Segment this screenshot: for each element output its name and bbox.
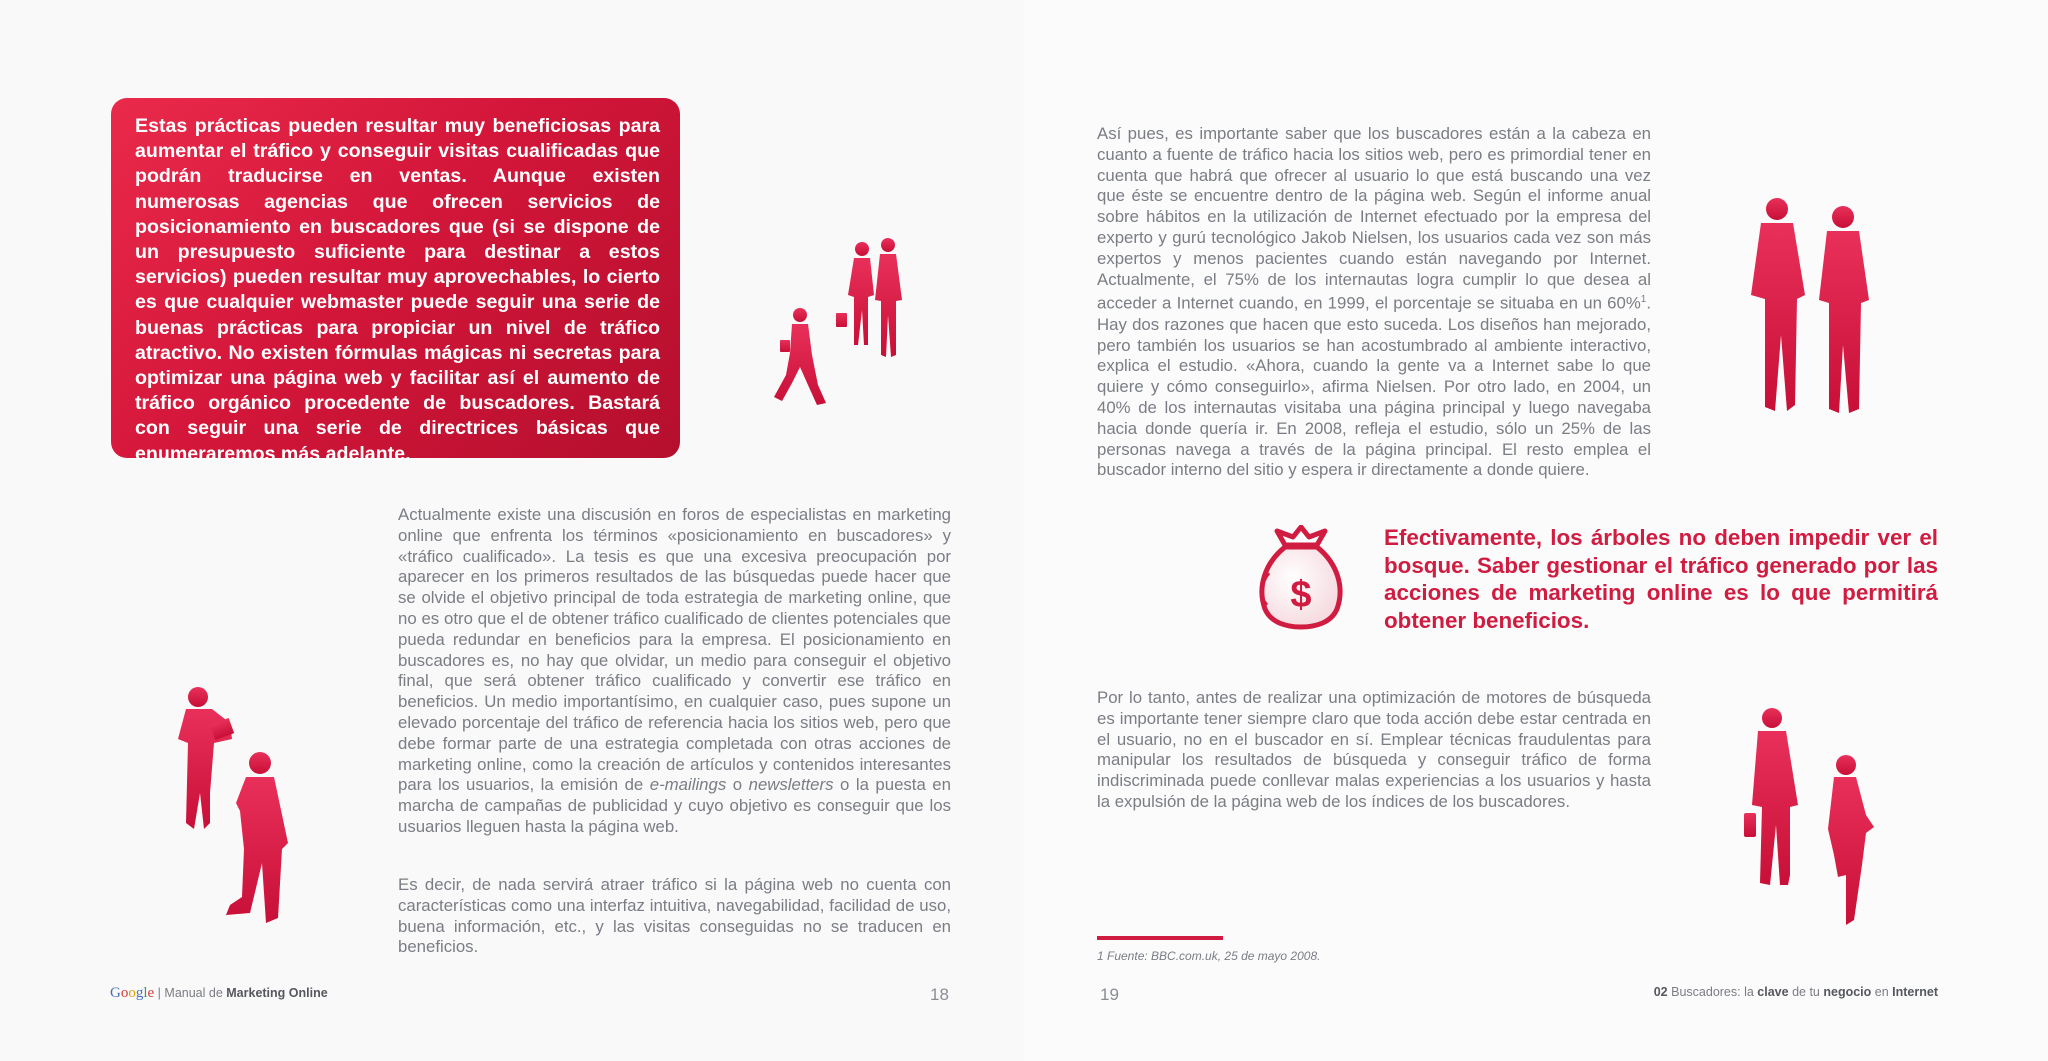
- pull-quote: Efectivamente, los árboles no deben impedir ver el bosque. Saber gestionar el tráfico generado por las acciones de marketing online es lo que permitirá obtener beneficios.: [1384, 525, 1938, 633]
- footer-chapter-bold: negocio: [1823, 985, 1872, 999]
- footnote: 1 Fuente: BBC.com.uk, 25 de mayo 2008.: [1097, 949, 1321, 963]
- silhouette-people-walking: [770, 235, 910, 410]
- callout-text: Estas prácticas pueden resultar muy beneficiosas para aumentar el tráfico y conseguir visitas cualificadas que podrán traducirse en ventas. Aunque existen numerosas agencias que ofrecen servicios de posicionamiento en buscadores que (si se dispone de un presupuesto suficiente para destinar a estos servicios) pueden resultar muy aprovechables, lo cierto es que cualquier webmaster puede seguir una serie de buenas prácticas para propiciar un nivel de tráfico atractivo. No existen fórmulas mágicas ni secretas para optimizar una página web y facilitar así el aumento de tráfico orgánico procedente de buscadores. Bastará con seguir una serie de directrices básicas que enumeraremos más adelante.: [135, 115, 660, 465]
- footer-chapter-text: de tu: [1792, 985, 1820, 999]
- right-paragraph-1: [1097, 124, 1651, 481]
- footnote-rule: [1097, 936, 1223, 940]
- highlight-callout: [111, 98, 680, 465]
- footer-right: [1654, 985, 1938, 999]
- right-paragraph-1-text-b: . Hay dos razones que hacen que esto suceda. Los diseños han mejorado, pero también los usuarios se han acostumbrado al ambiente interactivo, explica el estudio. «Ahora, cuando la gente va a Internet sabe lo que quiere y cómo conseguirlo», afirma Nielsen. Por otro lado, en 2004, un 40% de los internautas visitaba una página principal y luego navegaba hacia donde quería ir. En 2008, refleja el estudio, sólo un 25% de las personas navega a través de la página principal. El resto emplea el buscador interno del sitio y espera ir directamente a donde quiere.: [1097, 293, 1651, 480]
- footer-chapter-bold: clave: [1757, 985, 1789, 999]
- page-number-left: 18: [930, 985, 949, 1004]
- footer-separator: |: [157, 986, 161, 1000]
- emphasis-newsletters: newsletters: [748, 775, 834, 795]
- footer-manual-label: Manual de: [164, 986, 223, 1000]
- emphasis-emailings: e-mailings: [649, 775, 727, 795]
- page-number-right: 19: [1100, 985, 1119, 1004]
- footer-chapter-text: Buscadores: la: [1671, 985, 1754, 999]
- left-paragraph-1: [398, 505, 951, 838]
- right-paragraph-2: Por lo tanto, antes de realizar una optimización de motores de búsqueda es importante tener siempre claro que toda acción debe estar centrada en el usuario, no en el buscador en sí. Emplear técnicas fraudulentas para manipular los resultados de búsqueda y conseguir tráfico de forma indiscriminada puede conllevar malas experiencias a los usuarios y hasta la expulsión de la página web de los índices de los buscadores.: [1097, 688, 1651, 811]
- chapter-number: 02: [1653, 985, 1668, 999]
- footer-left: [110, 985, 328, 1002]
- footnote-reference: 1: [1640, 294, 1647, 306]
- google-logo: Google: [110, 985, 155, 1001]
- silhouette-couple-standing: [1735, 195, 1885, 420]
- footer-manual-title: Marketing Online: [226, 986, 328, 1000]
- left-paragraph-1-text-c: o la puesta en marcha de campañas de publicidad y cuyo objetivo es conseguir que los usuarios lleguen hasta la página web.: [398, 775, 951, 836]
- silhouette-people-talking: [170, 683, 310, 928]
- right-paragraph-1-text-a: Así pues, es importante saber que los buscadores están a la cabeza en cuanto a fuente de tráfico hacia los sitios web, pero es primordial tener en cuenta que habrá que ofrecer al usuario lo que está buscando una vez que éste se encuentre dentro de la página web. Según el informe anual sobre hábitos en la utilización de Internet efectuado por la empresa del experto y gurú tecnológico Jakob Nielsen, los usuarios cada vez son más expertos y menos pacientes cuando están navegando por Internet. Actualmente, el 75% de los internautas logra cumplir lo que desea al acceder a Internet cuando, en 1999, el porcentaje se situaba en un 60%: [1097, 124, 1651, 313]
- footer-chapter-bold: Internet: [1892, 985, 1938, 999]
- footer-chapter-text: en: [1874, 985, 1889, 999]
- money-bag-icon: [1253, 525, 1349, 631]
- left-paragraph-2: Es decir, de nada servirá atraer tráfico si la página web no cuenta con características como una interfaz intuitiva, navegabilidad, facilidad de uso, buena información, etc., y las visitas conseguidas no se traducen en beneficios.: [398, 875, 951, 957]
- svg-text:$: $: [1290, 574, 1312, 616]
- left-paragraph-1-text-a: Actualmente existe una discusión en foros de especialistas en marketing online que enfrenta los términos «posicionamiento en buscadores» y «tráfico cualificado». La tesis es que una excesiva preocupación por aparecer en los primeros resultados de las búsquedas puede hacer que se olvide el objetivo principal de toda estrategia de marketing online, que no es otro que el de obtener tráfico cualificado de clientes potenciales que pueda redundar en beneficios para la empresa. El posicionamiento en buscadores es, no hay que olvidar, un medio para conseguir el objetivo final, que será obtener tráfico cualificado y convertir ese tráfico en beneficios. Un medio importantísimo, en cualquier caso, pues supone un elevado porcentaje del tráfico de referencia hacia los sitios web, pero que debe formar parte de una estrategia completada con otras acciones de marketing online, como la creación de artículos y contenidos interesantes para los usuarios, la emisión de: [398, 505, 951, 795]
- silhouette-couple-walking: [1738, 705, 1888, 930]
- left-paragraph-1-text-b: o: [726, 775, 749, 795]
